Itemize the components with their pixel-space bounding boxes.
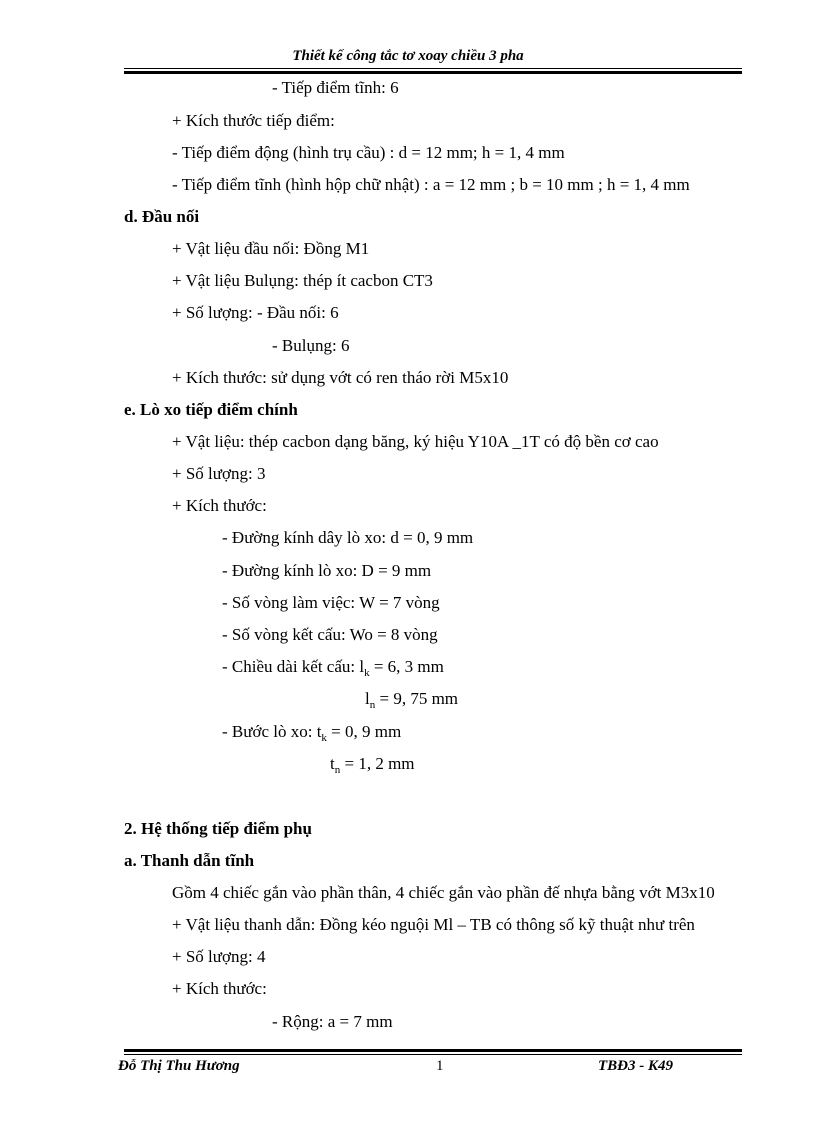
header-rule-thick	[124, 71, 742, 74]
text-line: - Bulụng: 6	[272, 336, 350, 355]
text-line: - Tiếp điểm tĩnh: 6	[272, 78, 399, 97]
text-line: - Tiếp điểm động (hình trụ cầu) : d = 12 mm; h = 1, 4 mm	[172, 143, 565, 162]
text-line: + Kích thước: sử dụng vớt có ren tháo rời M5x10	[172, 368, 509, 387]
text-line: - Đường kính lò xo: D = 9 mm	[222, 561, 432, 580]
section-heading: e. Lò xo tiếp điểm chính	[124, 400, 298, 419]
text-line: + Số lượng: - Đầu nối: 6	[172, 303, 339, 322]
text-line: + Kích thước:	[172, 979, 267, 998]
text-line: + Kích thước:	[172, 496, 267, 515]
footer-rule-thick	[124, 1049, 742, 1052]
text-line: + Vật liệu Bulụng: thép ít cacbon CT3	[172, 271, 433, 290]
text-line: + Số lượng: 4	[172, 947, 266, 966]
text-line: - Tiếp điểm tĩnh (hình hộp chữ nhật) : a = 12 mm ; b = 10 mm ; h = 1, 4 mm	[172, 175, 690, 194]
text-line: - Đường kính dây lò xo: d = 0, 9 mm	[222, 528, 474, 547]
section-heading: d. Đầu nối	[124, 207, 200, 226]
text-line: + Kích thước tiếp điểm:	[172, 111, 335, 130]
text-line: - Số vòng làm việc: W = 7 vòng	[222, 593, 440, 612]
text-line: + Vật liệu đầu nối: Đồng M1	[172, 239, 370, 258]
page-header-title: Thiết kế công tắc tơ xoay chiều 3 pha	[292, 48, 524, 64]
text-line: - Bước lò xo: $t_k = 0$, 9 mm	[222, 722, 402, 744]
text-line: Gồm 4 chiếc gắn vào phần thân, 4 chiếc gắn vào phần đế nhựa bằng vớt M3x10	[172, 883, 715, 902]
header-rule-thin	[124, 68, 742, 69]
footer-page-number: 1	[436, 1058, 444, 1074]
text-line: + Vật liệu thanh dẫn: Đồng kéo nguội Ml – TB có thông số kỹ thuật như trên	[172, 915, 695, 934]
footer-author: Đỗ Thị Thu Hương	[118, 1058, 240, 1074]
text-line: - Chiều dài kết cấu: $l_k = 6$, 3 mm	[222, 657, 444, 679]
text-line: - Rộng: a = 7 mm	[272, 1012, 393, 1031]
section-heading: a. Thanh dẫn tĩnh	[124, 851, 255, 870]
section-heading: 2. Hệ thống tiếp điểm phụ	[124, 819, 312, 838]
text-line: $t_n = 1$, 2 mm	[330, 754, 415, 776]
footer-class-code: TBĐ3 - K49	[598, 1058, 673, 1074]
text-line: - Số vòng kết cấu: Wo = 8 vòng	[222, 625, 438, 644]
text-line: $l_n = 9$, 75 mm	[365, 689, 459, 711]
footer-rule-thin	[124, 1054, 742, 1055]
text-line: + Vật liệu: thép cacbon dạng băng, ký hiệu Y10A _1T có độ bền cơ cao	[172, 432, 659, 451]
text-line: + Số lượng: 3	[172, 464, 266, 483]
